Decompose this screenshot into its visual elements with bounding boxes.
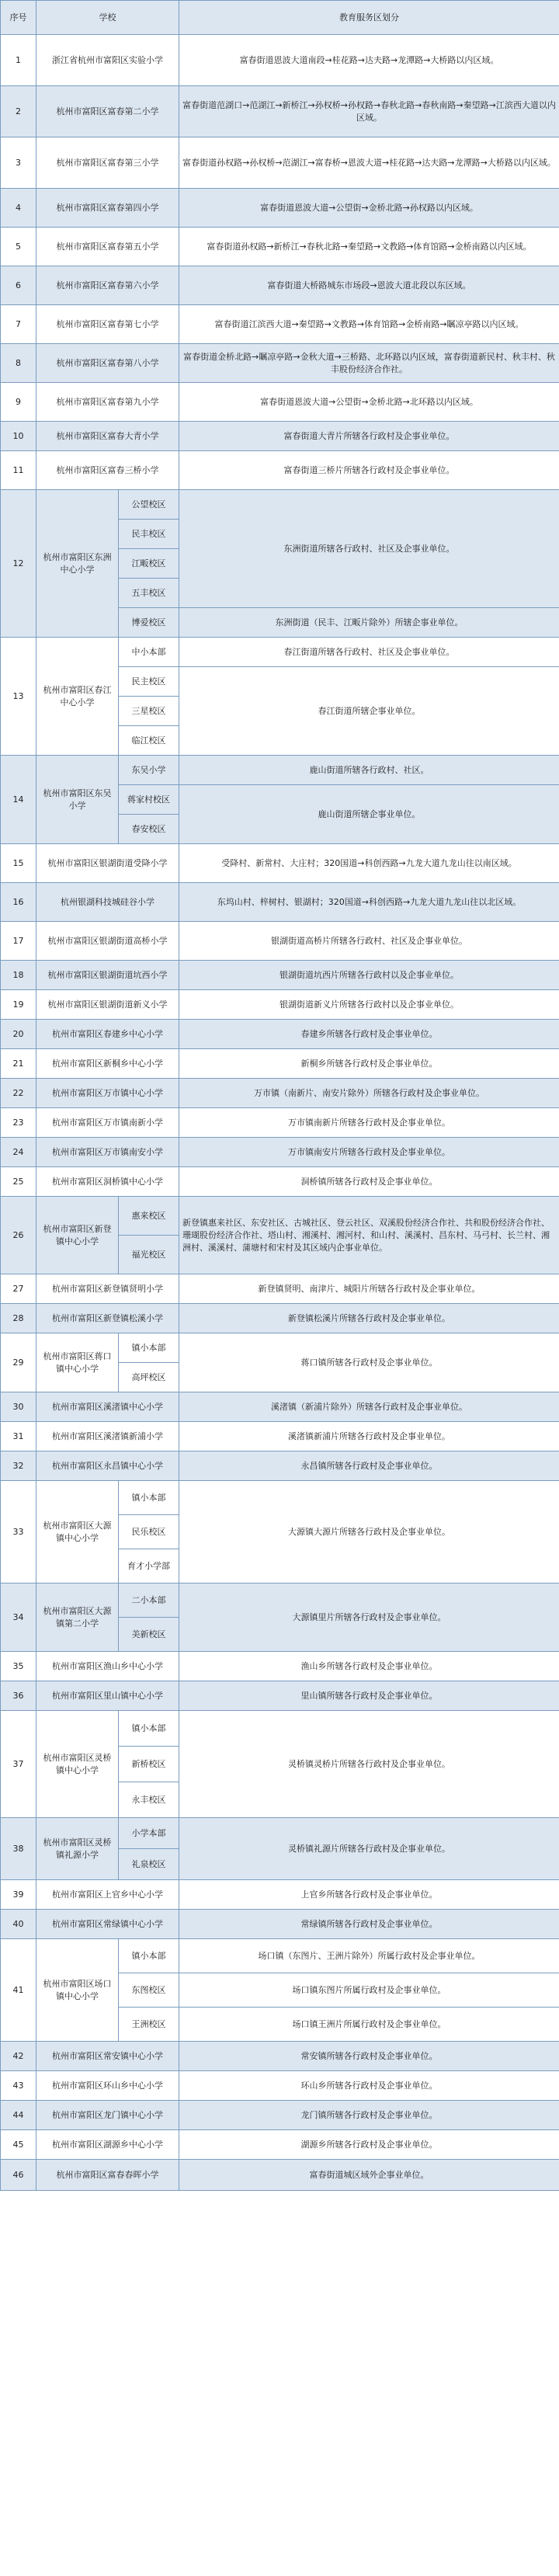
table-row: 29 杭州市富阳区蒋口镇中心小学 镇小本部 蒋口镇所辖各行政村及企事业单位。 (1, 1333, 559, 1363)
table-row: 福光校区 (1, 1236, 559, 1274)
table-row: 6 杭州市富阳区富春第六小学 富春街道大桥路城东市场段→恩波大道北段以东区域。 (1, 266, 559, 305)
table-row: 博爱校区 东洲街道（民丰、江畈片除外）所辖企事业单位。 (1, 608, 559, 638)
table-row: 临江校区 (1, 726, 559, 756)
table-row: 3 杭州市富阳区富春第三小学 富春街道孙权路→孙权桥→范湖江→富春桥→恩波大道→桂花路→达夫路→龙潭路→大桥路以内区域。 (1, 137, 559, 189)
table-row: 21 杭州市富阳区新桐乡中心小学 新桐乡所辖各行政村及企事业单位。 (1, 1049, 559, 1079)
table-row: 1 浙江省杭州市富阳区实验小学 富春街道恩波大道南段→桂花路→达夫路→龙潭路→大桥路以内区域。 (1, 35, 559, 86)
header-school: 学校 (36, 1, 179, 35)
table-row: 4 杭州市富阳区富春第四小学 富春街道恩波大道→公望街→金桥北路→孙权路以内区域。 (1, 189, 559, 228)
table-row: 42 杭州市富阳区常安镇中心小学 常安镇所辖各行政村及企事业单位。 (1, 2042, 559, 2071)
table-row: 31 杭州市富阳区溪渚镇新浦小学 溪渚镇新浦片所辖各行政村及企事业单位。 (1, 1422, 559, 1451)
table-row: 育才小学部 (1, 1549, 559, 1583)
table-header-row (1, 1, 559, 35)
table-row: 16 杭州银湖科技城硅谷小学 东坞山村、梓树村、银湖村；320国道→科创西路→九龙大道九龙山往以北区域。 (1, 883, 559, 922)
table-row: 27 杭州市富阳区新登镇贤明小学 新登镇贤明、南津片、城阳片所辖各行政村及企事业单位。 (1, 1274, 559, 1304)
table-row: 王洲校区 场口镇王洲片所属行政村及企事业单位。 (1, 2008, 559, 2042)
table-row: 41 杭州市富阳区场口镇中心小学 镇小本部 场口镇（东图片、王洲片除外）所属行政村及企事业单位。 (1, 1939, 559, 1973)
table-row: 18 杭州市富阳区银湖街道坑西小学 银湖街道坑西片所辖各行政村以及企事业单位。 (1, 961, 559, 990)
table-row: 26 杭州市富阳区新登镇中心小学 惠来校区 新登镇惠来社区、东安社区、古城社区、登云社区、双溪股份经济合作社、共和股份经济合作社、珊瑚股份经济合作社、塔山村、湘溪村、湘河村、和山村、溪溪村、昌东村、马弓村、长兰村、湘洲村、溪溪村、蒲塘村和宋村及其区域内企事业单位。 (1, 1197, 559, 1236)
table-row: 25 杭州市富阳区洞桥镇中心小学 洞桥镇所辖各行政村及企事业单位。 (1, 1167, 559, 1197)
table-row: 30 杭州市富阳区溪渚镇中心小学 溪渚镇（新浦片除外）所辖各行政村及企事业单位。 (1, 1392, 559, 1422)
table-row: 20 杭州市富阳区春建乡中心小学 春建乡所辖各行政村及企事业单位。 (1, 1020, 559, 1049)
table-row: 32 杭州市富阳区永昌镇中心小学 永昌镇所辖各行政村及企事业单位。 (1, 1451, 559, 1481)
header-no: 序号 (1, 1, 36, 35)
table-row: 永丰校区 (1, 1782, 559, 1818)
table-row: 45 杭州市富阳区湖源乡中心小学 湖源乡所辖各行政村及企事业单位。 (1, 2130, 559, 2160)
table-row: 高坪校区 (1, 1363, 559, 1392)
table-row: 39 杭州市富阳区上官乡中心小学 上官乡所辖各行政村及企事业单位。 (1, 1880, 559, 1910)
table-row: 7 杭州市富阳区富春第七小学 富春街道江滨西大道→秦望路→文教路→体育馆路→金桥南路→瞩凉亭路以内区域。 (1, 305, 559, 344)
table-row: 三星校区 (1, 697, 559, 726)
table-row: 礼泉校区 (1, 1849, 559, 1880)
table-row: 46 杭州市富阳区富春春晖小学 富春街道城区域外企事业单位。 (1, 2160, 559, 2191)
table-row: 5 杭州市富阳区富春第五小学 富春街道孙权路→新桥江→春秋北路→秦望路→文教路→体育馆路→金桥南路以内区域。 (1, 228, 559, 266)
table-row: 34 杭州市富阳区大源镇第二小学 二小本部 大源镇里片所辖各行政村及企事业单位。 (1, 1583, 559, 1618)
table-row: 22 杭州市富阳区万市镇中心小学 万市镇（南新片、南安片除外）所辖各行政村及企事业单位。 (1, 1079, 559, 1108)
table-row: 14 杭州市富阳区东吴小学 东吴小学 鹿山街道所辖各行政村、社区。 (1, 756, 559, 785)
table-row: 17 杭州市富阳区银湖街道高桥小学 银湖街道高桥片所辖各行政村、社区及企事业单位。 (1, 922, 559, 961)
table-row: 9 杭州市富阳区富春第九小学 富春街道恩波大道→公望街→金桥北路→北环路以内区域。 (1, 383, 559, 422)
table-row: 43 杭州市富阳区环山乡中心小学 环山乡所辖各行政村及企事业单位。 (1, 2071, 559, 2101)
table-row: 40 杭州市富阳区常绿镇中心小学 常绿镇所辖各行政村及企事业单位。 (1, 1910, 559, 1939)
table-row: 35 杭州市富阳区渔山乡中心小学 渔山乡所辖各行政村及企事业单位。 (1, 1652, 559, 1681)
table-row: 38 杭州市富阳区灵桥镇礼源小学 小学本部 灵桥镇礼源片所辖各行政村及企事业单位。 (1, 1818, 559, 1849)
table-row: 28 杭州市富阳区新登镇松溪小学 新登镇松溪片所辖各行政村及企事业单位。 (1, 1304, 559, 1333)
table-row: 新桥校区 (1, 1747, 559, 1782)
table-row: 19 杭州市富阳区银湖街道新义小学 银湖街道新义片所辖各行政村以及企事业单位。 (1, 990, 559, 1020)
table-row: 五丰校区 (1, 579, 559, 608)
table-row: 36 杭州市富阳区里山镇中心小学 里山镇所辖各行政村及企事业单位。 (1, 1681, 559, 1711)
table-row: 10 杭州市富阳区富春大青小学 富春街道大青片所辖各行政村及企事业单位。 (1, 422, 559, 451)
table-row: 44 杭州市富阳区龙门镇中心小学 龙门镇所辖各行政村及企事业单位。 (1, 2101, 559, 2130)
table-row: 15 杭州市富阳区银湖街道受降小学 受降村、新常村、大庄村；320国道→科创西路→九龙大道九龙山往以南区域。 (1, 844, 559, 883)
table-row: 春安校区 (1, 815, 559, 844)
table-row: 东图校区 场口镇东图片所属行政村及企事业单位。 (1, 1973, 559, 2008)
header-area: 教育服务区划分 (179, 1, 559, 35)
table-row: 33 杭州市富阳区大源镇中心小学 镇小本部 大源镇大源片所辖各行政村及企事业单位。 (1, 1481, 559, 1515)
table-row: 美新校区 (1, 1618, 559, 1652)
table-row: 民主校区 春江街道所辖企事业单位。 (1, 667, 559, 697)
table-row: 24 杭州市富阳区万市镇南安小学 万市镇南安片所辖各行政村及企事业单位。 (1, 1138, 559, 1167)
table-row: 江畈校区 (1, 549, 559, 579)
table-row: 13 杭州市富阳区春江中心小学 中小本部 春江街道所辖各行政村、社区及企事业单位。 (1, 638, 559, 667)
table-row: 37 杭州市富阳区灵桥镇中心小学 镇小本部 灵桥镇灵桥片所辖各行政村及企事业单位。 (1, 1711, 559, 1747)
table-row: 民丰校区 (1, 520, 559, 549)
table-row: 8 杭州市富阳区富春第八小学 富春街道金桥北路→瞩凉亭路→金秋大道→三桥路、北环路以内区域，富春街道新民村、秋丰村、秋丰股份经济合作社。 (1, 344, 559, 383)
table-row: 民乐校区 (1, 1515, 559, 1549)
table-row: 蒋家村校区 鹿山街道所辖企事业单位。 (1, 785, 559, 815)
table-row: 23 杭州市富阳区万市镇南新小学 万市镇南新片所辖各行政村及企事业单位。 (1, 1108, 559, 1138)
table-row: 12 杭州市富阳区东洲中心小学 公望校区 东洲街道所辖各行政村、社区及企事业单位。 (1, 490, 559, 520)
table-row: 2 杭州市富阳区富春第二小学 富春街道范湖口→范湖江→新桥江→孙权桥→孙权路→春秋北路→春秋南路→秦望路→江滨西大道以内区域。 (1, 86, 559, 137)
table-row: 11 杭州市富阳区富春三桥小学 富春街道三桥片所辖各行政村及企事业单位。 (1, 451, 559, 490)
